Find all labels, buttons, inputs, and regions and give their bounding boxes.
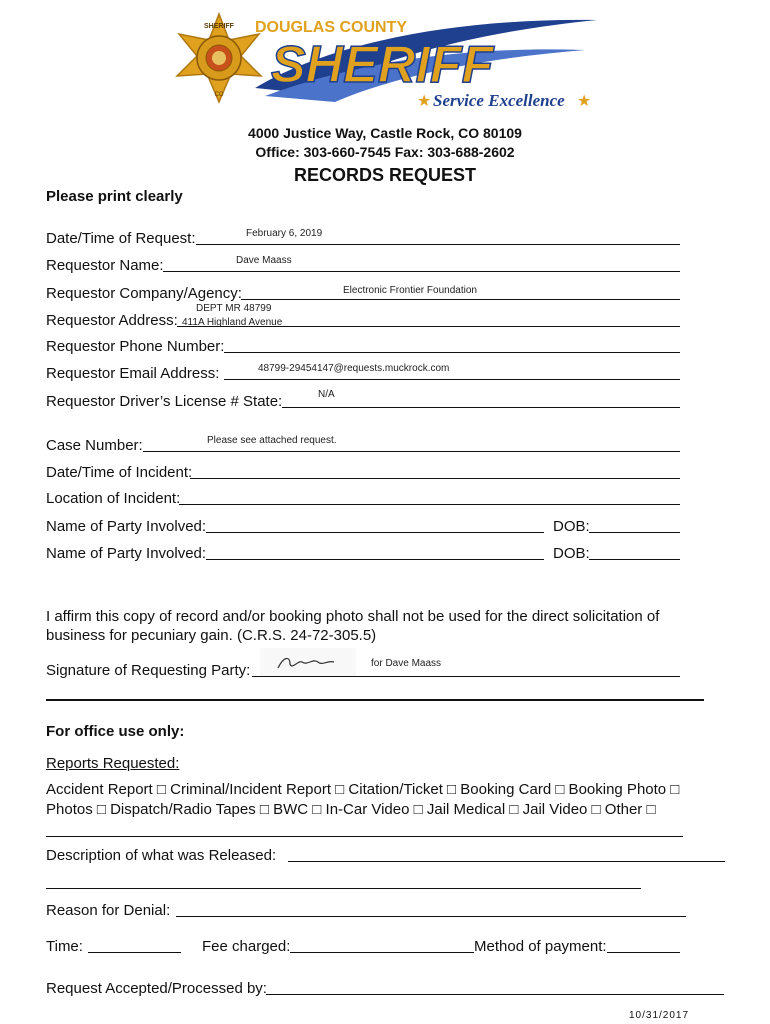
requestor-name-value: Dave Maass bbox=[236, 255, 292, 266]
drivers-license-label: Requestor Driver’s License # State: bbox=[46, 393, 283, 410]
revision-date: 10/31/2017 bbox=[629, 1010, 690, 1021]
party2-dob-field[interactable] bbox=[589, 559, 680, 560]
logo-graphic bbox=[165, 10, 605, 122]
signature-note: for Dave Maass bbox=[371, 658, 442, 669]
location-incident-label: Location of Incident: bbox=[46, 490, 181, 507]
released-label: Description of what was Released: bbox=[46, 847, 277, 864]
party1-dob-field[interactable] bbox=[589, 532, 680, 533]
case-number-label: Case Number: bbox=[46, 437, 143, 454]
requestor-address-label: Requestor Address: bbox=[46, 312, 178, 329]
fee-label: Fee charged: bbox=[202, 938, 291, 955]
print-instruction: Please print clearly bbox=[46, 188, 183, 205]
svg-text:★: ★ bbox=[577, 91, 592, 110]
requestor-company-field[interactable] bbox=[241, 299, 680, 300]
logo-title: SHERIFF bbox=[271, 36, 494, 94]
payment-field[interactable] bbox=[607, 952, 680, 953]
location-incident-field[interactable] bbox=[179, 504, 680, 505]
time-label: Time: bbox=[46, 938, 83, 955]
accepted-field[interactable] bbox=[266, 994, 724, 995]
reports-other-field[interactable] bbox=[46, 836, 683, 837]
svg-text:★: ★ bbox=[417, 91, 432, 110]
case-number-field[interactable] bbox=[143, 451, 680, 452]
badge-bottom-text: CO bbox=[214, 92, 224, 98]
requestor-email-value: 48799-29454147@requests.muckrock.com bbox=[258, 363, 450, 374]
date-time-request-label: Date/Time of Request: bbox=[46, 230, 196, 247]
denial-label: Reason for Denial: bbox=[46, 902, 171, 919]
badge-top-text: SHERIFF bbox=[204, 23, 234, 30]
date-time-request-value: February 6, 2019 bbox=[246, 228, 323, 239]
reports-requested-label: Reports Requested: bbox=[46, 755, 180, 772]
handwritten-signature bbox=[260, 648, 356, 676]
form-title: RECORDS REQUEST bbox=[293, 165, 477, 185]
time-field[interactable] bbox=[88, 952, 181, 953]
office-address: 4000 Justice Way, Castle Rock, CO 80109 bbox=[248, 125, 522, 141]
section-divider bbox=[46, 699, 704, 701]
drivers-license-field[interactable] bbox=[282, 407, 680, 408]
party1-dob-label: DOB: bbox=[553, 518, 590, 535]
drivers-license-value: N/A bbox=[318, 389, 335, 400]
logo-county: DOUGLAS COUNTY bbox=[255, 19, 407, 36]
affirmation-line-1: I affirm this copy of record and/or booking photo shall not be used for the direct solicitation of bbox=[46, 608, 660, 625]
requestor-company-label: Requestor Company/Agency: bbox=[46, 285, 242, 302]
party1-field[interactable] bbox=[206, 532, 544, 533]
party1-label: Name of Party Involved: bbox=[46, 518, 207, 535]
requestor-phone-field[interactable] bbox=[224, 352, 680, 353]
case-number-value: Please see attached request. bbox=[207, 435, 337, 446]
signature-label: Signature of Requesting Party: bbox=[46, 662, 251, 679]
date-time-incident-field[interactable] bbox=[190, 478, 680, 479]
fee-field[interactable] bbox=[290, 952, 474, 953]
requestor-name-field[interactable] bbox=[163, 271, 680, 272]
report-checkboxes-line-1[interactable]: Accident Report □ Criminal/Incident Report □ Citation/Ticket □ Booking Card □ Booking Photo □ bbox=[46, 781, 680, 798]
signature-field[interactable] bbox=[252, 676, 680, 677]
requestor-address-value-line1: DEPT MR 48799 bbox=[196, 303, 272, 314]
affirmation-line-2: business for pecuniary gain. (C.R.S. 24-72-305.5) bbox=[46, 627, 377, 644]
requestor-name-label: Requestor Name: bbox=[46, 257, 164, 274]
requestor-email-field[interactable] bbox=[224, 379, 680, 380]
requestor-company-value: Electronic Frontier Foundation bbox=[343, 285, 477, 296]
requestor-address-value-line2: 411A Highland Avenue bbox=[182, 317, 283, 328]
accepted-label: Request Accepted/Processed by: bbox=[46, 980, 267, 997]
released-field[interactable] bbox=[288, 861, 725, 862]
payment-label: Method of payment: bbox=[474, 938, 607, 955]
sheriff-logo bbox=[165, 10, 605, 122]
report-checkboxes-line-2[interactable]: Photos □ Dispatch/Radio Tapes □ BWC □ In-Car Video □ Jail Medical □ Jail Video □ Other □ bbox=[46, 801, 656, 818]
party2-field[interactable] bbox=[206, 559, 544, 560]
office-phone: Office: 303-660-7545 Fax: 303-688-2602 bbox=[255, 144, 515, 160]
office-use-heading: For office use only: bbox=[46, 723, 185, 740]
denial-field[interactable] bbox=[176, 916, 686, 917]
party2-dob-label: DOB: bbox=[553, 545, 590, 562]
requestor-phone-label: Requestor Phone Number: bbox=[46, 338, 225, 355]
logo-tagline: Service Excellence bbox=[433, 91, 565, 110]
date-time-request-field[interactable] bbox=[196, 244, 680, 245]
requestor-email-label: Requestor Email Address: bbox=[46, 365, 220, 382]
date-time-incident-label: Date/Time of Incident: bbox=[46, 464, 193, 481]
party2-label: Name of Party Involved: bbox=[46, 545, 207, 562]
released-field-2[interactable] bbox=[46, 888, 641, 889]
